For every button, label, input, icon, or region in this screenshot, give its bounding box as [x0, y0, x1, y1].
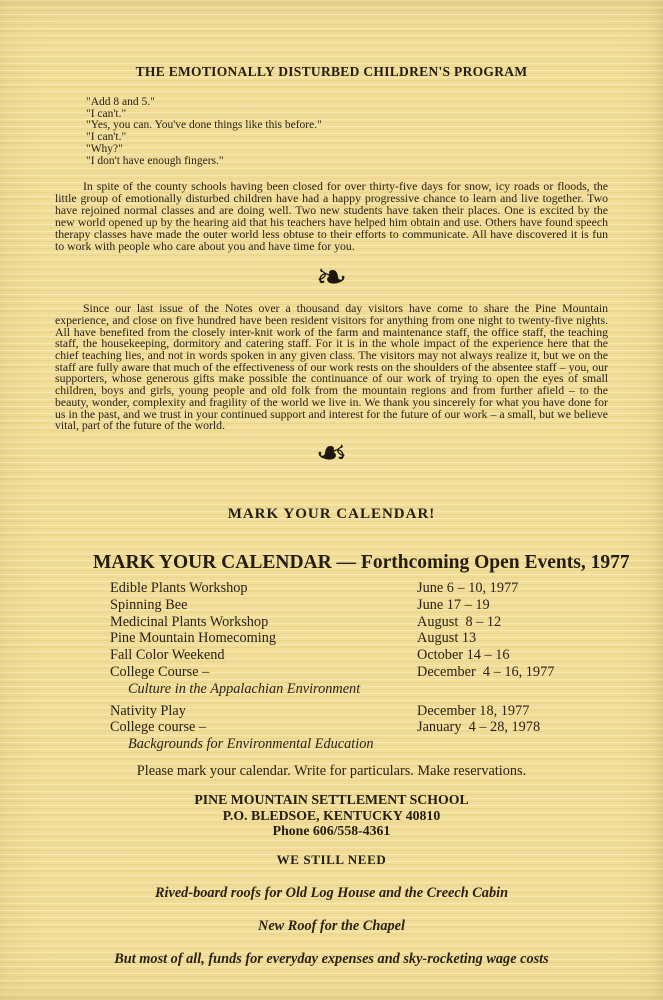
page-title: THE EMOTIONALLY DISTURBED CHILDREN'S PROGRAM [135, 64, 528, 79]
hedera-ornament-mirrored: ❧ [315, 430, 348, 475]
event-name: Spinning Bee [110, 596, 188, 613]
event-row [110, 630, 663, 647]
event-row [110, 614, 663, 631]
event-name: Nativity Play [110, 702, 186, 719]
event-row [110, 647, 663, 664]
event-row [110, 703, 663, 720]
dialogue-line: "I don't have enough fingers." [86, 154, 224, 167]
event-name: College Course – [110, 663, 210, 680]
needs-list [0, 885, 663, 968]
calendar-note: Please mark your calendar. Write for particulars. Make reservations. [136, 762, 527, 779]
event-date: June 6 – 10, 1977 [417, 579, 519, 596]
event-date: August 13 [417, 630, 477, 647]
paragraph-visitors-thanks: Since our last issue of the Notes over a thousand day visitors have come to share the Pine Mountain experience, and close on five hundred have been resident visitors for anything from one night to twenty-five nights. All have benefited from the closely inter-knit work of the farm and maintenance staff, the office staff, the teaching staff, the housekeeping, dormitory and catering staff. For it is in the whole impact of the experience here that the chief teaching lies, and not in words spoken in any given class. The visitors may not always realize it, but we on the staff are fully aware that much of the effectiveness of our work rests on the shoulders of the absentee staff – you, our supporters, whose generous gifts make possible the continuance of our work of trying to open the eyes of small children, boys and girls, young people and old folk from the mountain regions and from further afield – to the beauty, wonder, complexity and fragility of the world we live in. We thank you sincerely for what you have done for us in the past, and we trust in your continued support and interest for the future of our work – a small, but we believe vital, part of the future of the world. [55, 301, 608, 433]
event-name: Medicinal Plants Workshop [110, 613, 269, 630]
event-row [110, 597, 663, 614]
dialogue-line: "Why?" [86, 142, 123, 155]
need-item: New Roof for the Chapel [258, 917, 405, 934]
school-address: P.O. BLEDSOE, KENTUCKY 40810 [222, 807, 441, 823]
need-item: But most of all, funds for everyday expenses and sky-rocketing wage costs [114, 950, 549, 967]
event-name: Fall Color Weekend [110, 647, 225, 664]
school-name: PINE MOUNTAIN SETTLEMENT SCHOOL [194, 791, 469, 807]
dialogue-line: "Yes, you can. You've done things like this before." [86, 119, 322, 132]
dialogue-line: "I can't." [86, 131, 127, 144]
event-date: June 17 – 19 [417, 596, 490, 613]
events-list [110, 580, 663, 753]
event-date: January 4 – 28, 1978 [417, 719, 541, 736]
event-date: December 4 – 16, 1977 [417, 663, 555, 680]
event-name: Pine Mountain Homecoming [110, 630, 276, 647]
event-name: College course – [110, 719, 207, 736]
event-date: October 14 – 16 [417, 647, 510, 664]
school-phone: Phone 606/558-4361 [272, 823, 391, 839]
event-row [110, 719, 663, 736]
event-row [110, 580, 663, 597]
dialogue-line: "I can't." [86, 107, 127, 120]
event-name: Edible Plants Workshop [110, 579, 248, 596]
needs-heading: WE STILL NEED [276, 851, 387, 867]
dialogue-line: "Add 8 and 5." [86, 96, 155, 108]
need-item: Rived-board roofs for Old Log House and the Creech Cabin [154, 884, 509, 901]
event-subtitle: Culture in the Appalachian Environment [128, 680, 361, 697]
hedera-ornament: ❧ [315, 255, 348, 300]
calendar-heading-main: MARK YOUR CALENDAR — Forthcoming Open Events, 1977 [93, 551, 630, 573]
contact-block [0, 792, 663, 839]
calendar-heading-small: MARK YOUR CALENDAR! [227, 505, 436, 522]
event-date: December 18, 1977 [417, 702, 530, 719]
dialogue-block [86, 97, 663, 167]
event-row [110, 664, 663, 681]
paragraph-school-report: In spite of the county schools having been closed for over thirty-five days for snow, icy roads or floods, the little group of emotionally disturbed children have had a happy progressive chance to learn and live together. Two have rejoined normal classes and are doing well. Two new students have taken their places. One is excited by the new world opened up by the hearing aid that his teachers have helped him obtain and use. Others have found speech therapy classes have made the outer world less obtuse to their efforts to communicate. All have discovered it is fun to work with people who care about you and have time for you. [55, 179, 608, 254]
event-subtitle: Backgrounds for Environmental Education [128, 736, 374, 753]
event-date: August 8 – 12 [417, 613, 502, 630]
